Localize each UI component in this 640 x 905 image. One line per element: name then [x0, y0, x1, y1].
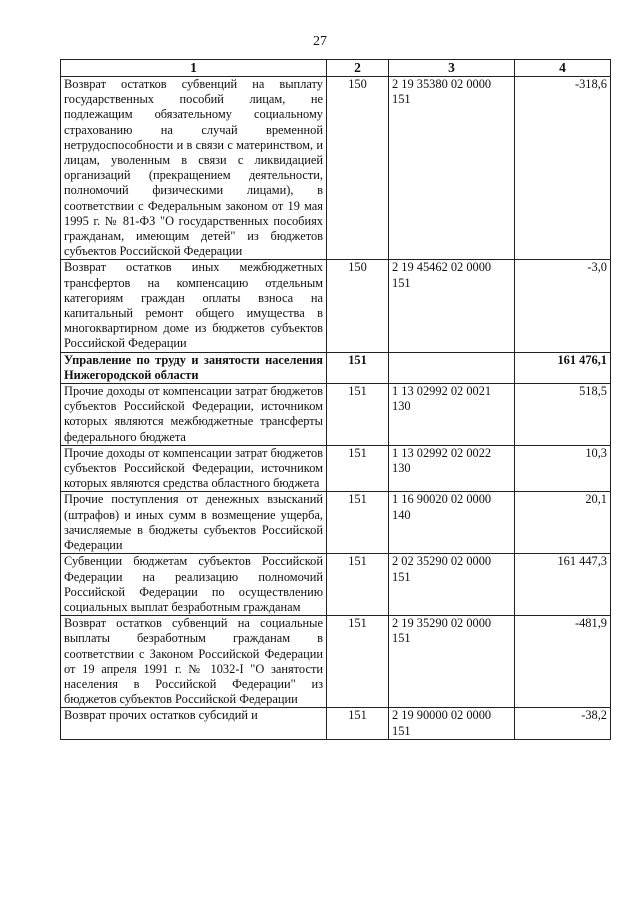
row-admin-code: 151	[327, 554, 389, 616]
table-row-truncated	[61, 708, 611, 739]
row-amount: -318,6	[515, 77, 611, 260]
row-description: Возврат остатков субвенций на выплату государственных пособий лицам, не подлежащим обязательному социальному страхованию на случай временной нетрудоспособности и в связи с материнством, и лицам, уволенным в связи с ликвидацией организаций (прекращением деятельности, полномочий физическими лицами), в соответствии с Федеральным законом от 19 мая 1995 г. № 81-ФЗ "О государственных пособиях гражданам, имеющим детей" из бюджетов субъектов Российской Федерации	[61, 77, 327, 260]
header-col-3: 3	[389, 60, 515, 77]
header-col-4: 4	[515, 60, 611, 77]
row-admin-code: 151	[327, 616, 389, 708]
row-amount: -38,2	[515, 708, 611, 739]
row-budget-code: 2 19 35380 02 0000 151	[389, 77, 515, 260]
row-amount: 10,3	[515, 445, 611, 492]
row-description: Прочие доходы от компенсации затрат бюджетов субъектов Российской Федерации, источником которых являются межбюджетные трансферты федерального бюджета	[61, 384, 327, 446]
row-budget-code: 2 02 35290 02 0000 151	[389, 554, 515, 616]
row-admin-code: 151	[327, 352, 389, 383]
row-amount: 518,5	[515, 384, 611, 446]
row-budget-code: 1 13 02992 02 0022 130	[389, 445, 515, 492]
row-admin-code: 151	[327, 384, 389, 446]
table-row	[61, 260, 611, 352]
row-amount: 161 476,1	[515, 352, 611, 383]
row-admin-code: 150	[327, 77, 389, 260]
row-description: Прочие поступления от денежных взысканий (штрафов) и иных сумм в возмещение ущерба, зачисляемые в бюджеты субъектов Российской Федерации	[61, 492, 327, 554]
table-row-section-header	[61, 352, 611, 383]
header-col-2: 2	[327, 60, 389, 77]
budget-table	[60, 59, 611, 740]
row-amount: -481,9	[515, 616, 611, 708]
table-row	[61, 384, 611, 446]
header-col-1: 1	[61, 60, 327, 77]
row-budget-code: 1 16 90020 02 0000 140	[389, 492, 515, 554]
row-budget-code: 1 13 02992 02 0021 130	[389, 384, 515, 446]
row-budget-code: 2 19 45462 02 0000 151	[389, 260, 515, 352]
row-description: Возврат прочих остатков субсидий и	[61, 708, 327, 739]
row-amount: 161 447,3	[515, 554, 611, 616]
table-row	[61, 554, 611, 616]
row-budget-code: 2 19 35290 02 0000 151	[389, 616, 515, 708]
row-description: Возврат остатков иных межбюджетных трансфертов на компенсацию отдельным категориям граждан оплаты взноса на капитальный ремонт общего имущества в многоквартирном доме из бюджетов субъектов Российской Федерации	[61, 260, 327, 352]
row-admin-code: 150	[327, 260, 389, 352]
row-description: Возврат остатков субвенций на социальные выплаты безработным гражданам в соответствии с Законом Российской Федерации от 19 апреля 1991 г. № 1032-I "О занятости населения в Российской Федерации" из бюджетов субъектов Российской Федерации	[61, 616, 327, 708]
row-description: Субвенции бюджетам субъектов Российской Федерации на реализацию полномочий Российской Федерации по осуществлению социальных выплат безработным гражданам	[61, 554, 327, 616]
row-amount: 20,1	[515, 492, 611, 554]
table-row	[61, 445, 611, 492]
table-row	[61, 77, 611, 260]
page-number: 27	[313, 34, 327, 49]
table-row	[61, 492, 611, 554]
row-admin-code: 151	[327, 445, 389, 492]
row-admin-code: 151	[327, 492, 389, 554]
row-admin-code: 151	[327, 708, 389, 739]
row-description: Прочие доходы от компенсации затрат бюджетов субъектов Российской Федерации, источником которых являются средства областного бюджета	[61, 445, 327, 492]
row-budget-code: 2 19 90000 02 0000 151	[389, 708, 515, 739]
table-row	[61, 616, 611, 708]
header-row	[61, 60, 611, 77]
row-budget-code	[389, 352, 515, 383]
row-amount: -3,0	[515, 260, 611, 352]
row-description: Управление по труду и занятости населения Нижегородской области	[61, 352, 327, 383]
